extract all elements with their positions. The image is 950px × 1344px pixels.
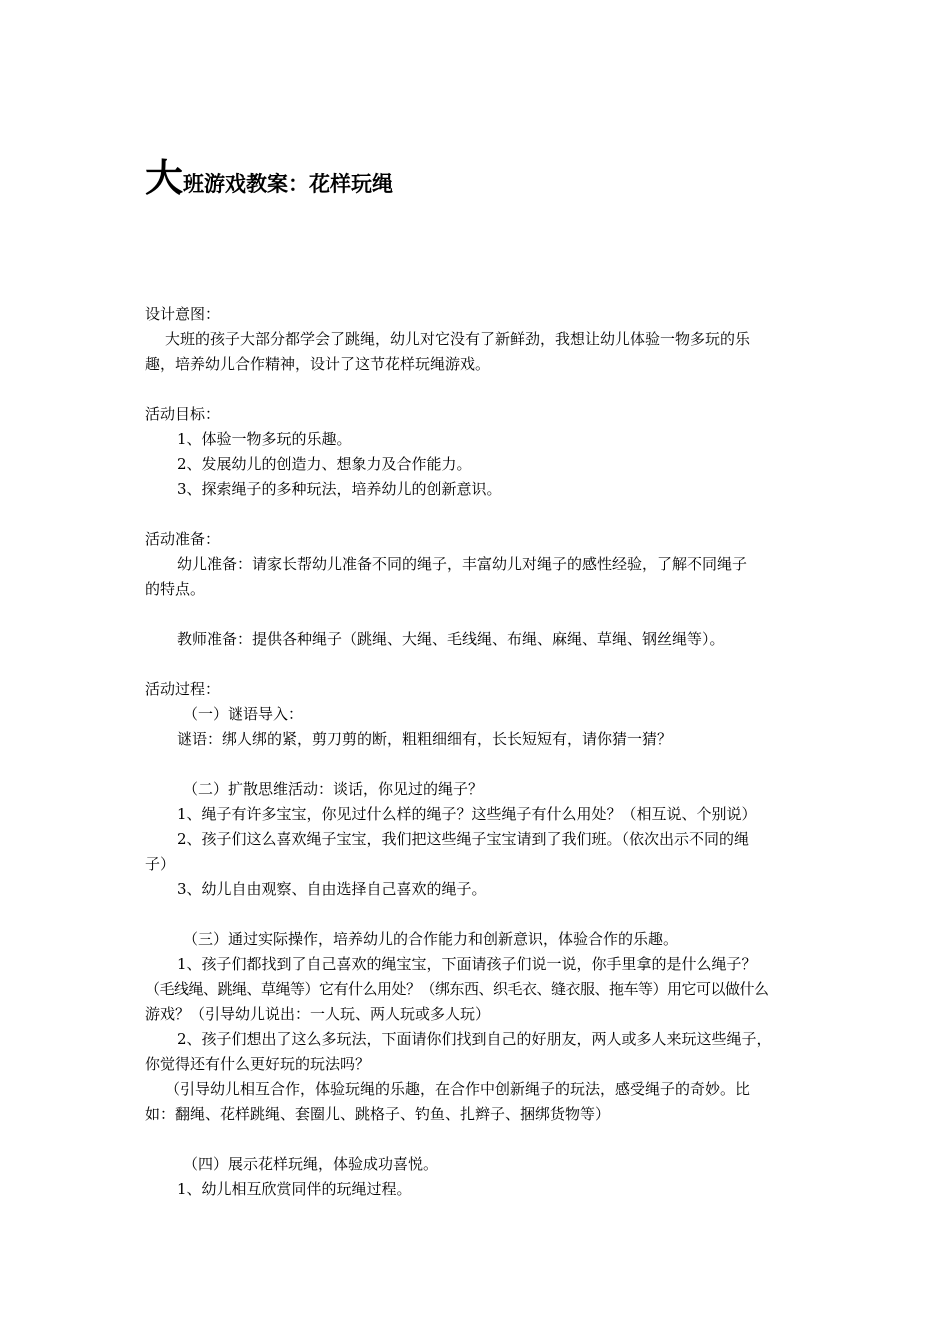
subsection-heading: （二）扩散思维活动：谈话，你见过的绳子？	[183, 780, 484, 798]
paragraph-line: 趣，培养幼儿合作精神，设计了这节花样玩绳游戏。	[145, 355, 491, 373]
paragraph-line: 的特点。	[145, 580, 206, 598]
paragraph-line: 如：翻绳、花样跳绳、套圈儿、跳格子、钓鱼、扎辫子、捆绑货物等）	[145, 1105, 611, 1123]
list-item: 2、发展幼儿的创造力、想象力及合作能力。	[177, 455, 472, 473]
section-heading-process: 活动过程：	[145, 680, 221, 698]
subsection-heading: （四）展示花样玩绳，体验成功喜悦。	[183, 1155, 439, 1173]
paragraph-line: 游戏？（引导幼儿说出：一人玩、两人玩或多人玩）	[145, 1005, 491, 1023]
list-item: 1、幼儿相互欣赏同伴的玩绳过程。	[177, 1180, 412, 1198]
paragraph-line: （毛线绳、跳绳、草绳等）它有什么用处？（绑东西、织毛衣、缝衣服、拖车等）用它可以做什么	[145, 980, 769, 998]
list-item: 2、孩子们想出了这么多玩法，下面请你们找到自己的好朋友，两人或多人来玩这些绳子，	[177, 1030, 772, 1048]
paragraph-line: 子）	[145, 855, 176, 873]
subsection-heading: （一）谜语导入：	[183, 705, 304, 723]
section-heading-prep: 活动准备：	[145, 530, 221, 548]
paragraph-line: （引导幼儿相互合作，体验玩绳的乐趣，在合作中创新绳子的玩法，感受绳子的奇妙。比	[165, 1080, 751, 1098]
paragraph-line: 谜语：绑人绑的紧，剪刀剪的断，粗粗细细有，长长短短有，请你猜一猜？	[177, 730, 673, 748]
section-heading-goals: 活动目标：	[145, 405, 221, 423]
list-item: 3、探索绳子的多种玩法，培养幼儿的创新意识。	[177, 480, 502, 498]
subsection-heading: （三）通过实际操作，培养幼儿的合作能力和创新意识，体验合作的乐趣。	[183, 930, 679, 948]
title-first-char: 大	[145, 156, 184, 200]
list-item: 2、孩子们这么喜欢绳子宝宝，我们把这些绳子宝宝请到了我们班。（依次出示不同的绳	[177, 830, 750, 848]
paragraph-line: 教师准备：提供各种绳子（跳绳、大绳、毛线绳、布绳、麻绳、草绳、钢丝绳等）。	[177, 630, 725, 648]
paragraph-line: 幼儿准备：请家长帮幼儿准备不同的绳子，丰富幼儿对绳子的感性经验，了解不同绳子	[177, 555, 748, 573]
paragraph-line: 大班的孩子大部分都学会了跳绳，幼儿对它没有了新鲜劲，我想让幼儿体验一物多玩的乐	[165, 330, 751, 348]
list-item: 3、幼儿自由观察、自由选择自己喜欢的绳子。	[177, 880, 487, 898]
list-item: 1、孩子们都找到了自己喜欢的绳宝宝，下面请孩子们说一说，你手里拿的是什么绳子？	[177, 955, 757, 973]
section-heading-design: 设计意图：	[145, 305, 221, 323]
list-item: 1、体验一物多玩的乐趣。	[177, 430, 352, 448]
paragraph-line: 你觉得还有什么更好玩的玩法吗？	[145, 1055, 371, 1073]
title-rest: 班游戏教案：花样玩绳	[183, 172, 394, 196]
list-item: 1、绳子有许多宝宝，你见过什么样的绳子？这些绳子有什么用处？（相互说、个别说）	[177, 805, 757, 823]
document-title	[145, 158, 393, 204]
